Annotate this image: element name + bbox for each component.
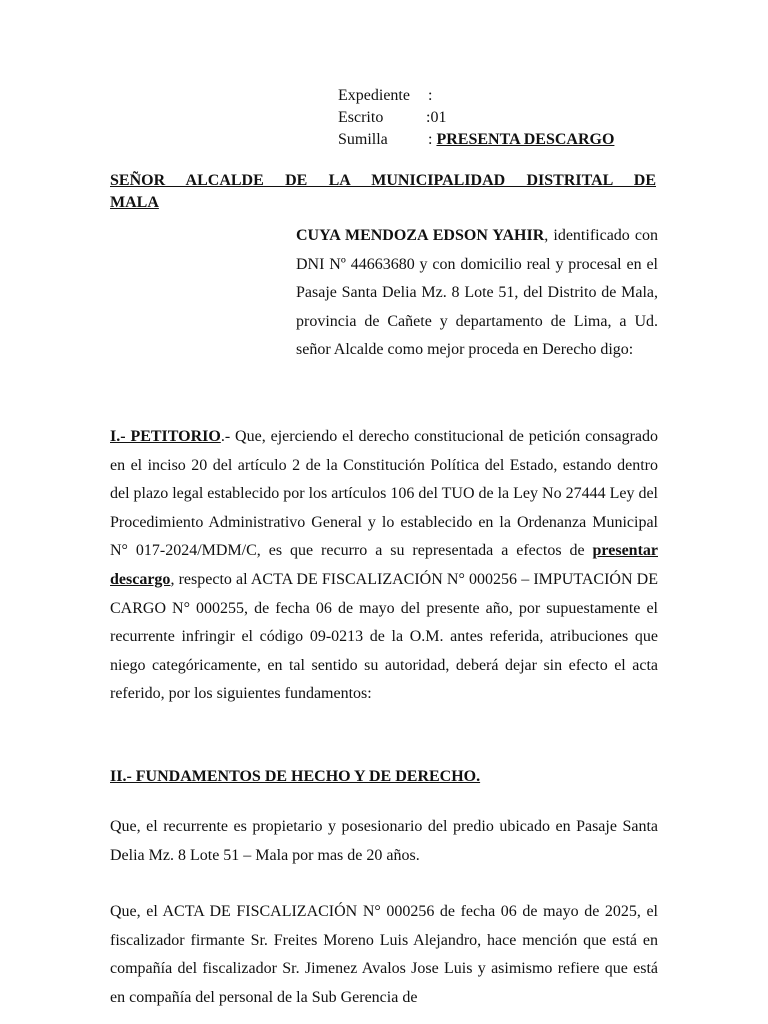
escrito-row bbox=[338, 107, 614, 129]
addressee-line-1: SEÑOR ALCALDE DE LA MUNICIPALIDAD DISTRITAL DE bbox=[110, 172, 656, 189]
escrito-value: :01 bbox=[426, 109, 447, 126]
sumilla-separator: : bbox=[428, 131, 433, 148]
escrito-label: Escrito bbox=[338, 109, 384, 126]
fundamentos-paragraph-2: Que, el ACTA DE FISCALIZACIÓN N° 000256 de fecha 06 de mayo de 2025, el fiscalizador firmante Sr. Freites Moreno Luis Alejandro, hace mención que está en compañía del fiscalizador Sr. Jimenez Avalos Jose Luis y asimismo refiere que está en compañía del personal de la Sub Gerencia de bbox=[110, 903, 658, 1006]
petitorio-heading: I.- PETITORIO bbox=[110, 428, 221, 445]
fundamentos-heading: II.- FUNDAMENTOS DE HECHO Y DE DERECHO. bbox=[110, 768, 481, 785]
expediente-label: Expediente bbox=[338, 87, 410, 104]
addressee-line-2: MALA bbox=[110, 194, 159, 211]
sumilla-value: PRESENTA DESCARGO bbox=[436, 131, 615, 148]
sumilla-label: Sumilla bbox=[338, 131, 388, 148]
petitorio-text-a: .- Que, ejerciendo el derecho constitucional de petición consagrado en el inciso 20 del artículo 2 de la Constitución Política del Estado, estando dentro del plazo legal establecido por los artículos 106 del TUO de la Ley No 27444 Ley del Procedimiento Administrativo General y lo establecido en la Ordenanza Municipal N° 017-2024/MDM/C, es que recurro a su representada a efectos de bbox=[110, 428, 659, 560]
petitorio-text-b: , respecto al ACTA DE FISCALIZACIÓN N° 000256 – IMPUTACIÓN DE CARGO N° 000255, de fecha 06 de mayo del presente año, por supuestamente el recurrente infringir el código 09-0213 de la O.M. antes referida, atribuciones que niego categóricamente, en tal sentido su autoridad, deberá dejar sin efecto el acta referido, por los siguientes fundamentos: bbox=[110, 570, 658, 703]
expediente-value: : bbox=[428, 87, 433, 104]
petitorio-paragraph bbox=[110, 423, 658, 709]
sumilla-row bbox=[338, 129, 614, 151]
identification-text: , identificado con DNI Nº 44663680 y con domicilio real y procesal en el Pasaje Santa Delia Mz. 8 Lote 51, del Distrito de Mala, provincia de Cañete y departamento de Lima, a Ud. señor Alcalde como mejor proceda en Derecho digo: bbox=[296, 227, 658, 359]
case-header bbox=[338, 85, 614, 151]
identification-block bbox=[296, 222, 658, 365]
fundamentos-paragraph-1: Que, el recurrente es propietario y posesionario del predio ubicado en Pasaje Santa Delia Mz. 8 Lote 51 – Mala por mas de 20 años. bbox=[110, 818, 658, 864]
petitioner-name: CUYA MENDOZA EDSON YAHIR bbox=[296, 227, 545, 244]
petitorio-emphasis: presentar descargo bbox=[110, 542, 658, 588]
expediente-row bbox=[338, 85, 614, 107]
